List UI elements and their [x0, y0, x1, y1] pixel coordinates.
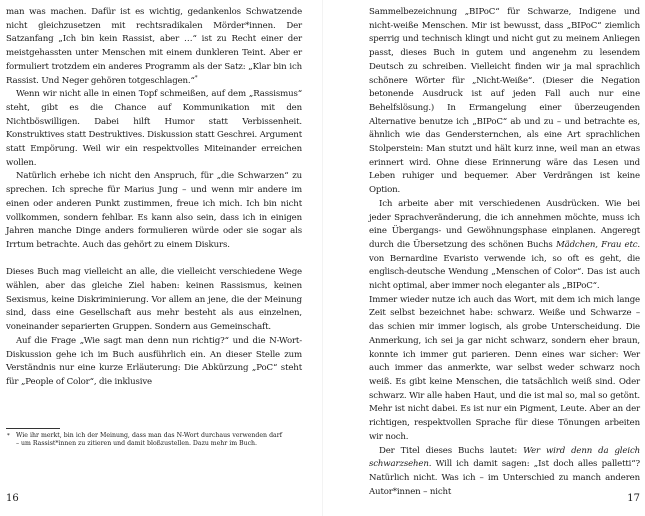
left-page [0, 0, 322, 516]
footnote-rule [6, 428, 60, 429]
footnote-marker: * [7, 433, 10, 439]
right-page [323, 0, 645, 516]
paragraph: Wenn wir nicht alle in einen Topf schmeißen, auf dem „Rassismus“ steht, gibt es die Chance auf Kommunikation mit den Nichtböswilligen. Dabei hilft Humor statt Verbissenheit. Konstruktives statt Destruktives. Diskussion statt Geschrei. Argument statt Empörung. Weil wir ein respektvolles Miteinander erreichen wollen. [6, 89, 302, 168]
paragraph-text: Will ich damit sagen: „Ist doch alles palletti“? Natürlich nicht. Was ich – im Unterschied zu manch anderen Autor*innen – nicht [369, 459, 640, 497]
paragraph-text: man was machen. Dafür ist es wichtig, gedankenlos Schwatzende nicht gleichzusetzen mit rechtsradikalen Mörder*innen. Der Satzanfang „Ich bin kein Rassist, aber …“ ist zu Recht einer der meistgehassten unter Menschen mit einem dunkleren Teint. Aber er formuliert trotzdem ein anderes Programm als der Satz: „Klar bin ich Rassist. Und Neger gehören totgeschlagen.“ [6, 7, 302, 86]
paragraph-text: von Bernardine Evaristo verwende ich, so oft es geht, die englisch-deutsche Wendung „Menschen of Color“. Das ist auch nicht optimal, aber immer noch eleganter als „BIPoC“. [369, 253, 640, 292]
paragraph [369, 198, 640, 294]
footnote-reference: * [194, 74, 198, 81]
paragraph-text: Ich arbeite aber mit verschiedenen Ausdrücken. Wie bei jeder Sprachveränderung, die ich annehmen möchte, muss ich eine Übergangs- und Gewöhnungsphase einplanen. Angeregt durch die Übersetzung des schönen Buchs [369, 198, 640, 250]
paragraph [6, 6, 302, 88]
paragraph [369, 445, 640, 500]
right-text-block [369, 6, 640, 499]
paragraph: Sammelbezeichnung „BIPoC“ für Schwarze, Indigene und nicht-weiße Menschen. Mir ist bewusst, dass „BIPoC“ ziemlich sperrig und technisch klingt und nicht gut zu meinem Anliegen passt, dieses Buch in gutem und angenehm zu lesendem Deutsch zu schreiben. Vielleicht finden wir ja mal sprachlich schönere Wörter für „Nicht-Weiße“. (Dieser die Negation betonende Ausdruck ist auf jeden Fall auch nur eine Behelfslösung.) In Ermangelung einer überzeugenden Alternative benutze ich „BIPoC“ ab und zu – und betrachte es, ähnlich wie das Gendersternchen, als eine Art sprachlichen Stolperstein: Man stutzt und hält kurz inne, weil man an etwas erinnert wird. Ohne diese Erinnerung wäre das Lesen und Leben ruhiger und bequemer. Aber Verdrängen ist keine Option. [369, 7, 640, 196]
paragraph: Natürlich erhebe ich nicht den Anspruch, für „die Schwarzen“ zu sprechen. Ich spreche für Marius Jung – und wenn mir andere im einen oder anderen Punkt zustimmen, freue ich mich. Ich bin nicht vollkommen, sondern fehlbar. Es kann also sein, dass ich in einigen Jahren manche Dinge anders formulieren würde oder sie sogar als Irrtum betrachte. Auch das gehört zu einem Diskurs. [6, 171, 302, 250]
page-number-right: 17 [627, 493, 640, 504]
page-number-left: 16 [6, 493, 19, 504]
book-title: Wer wird denn da gleich schwarzsehen. [369, 445, 640, 470]
paragraph-text: Der Titel dieses Buchs lautet: [379, 445, 524, 456]
book-title: Mädchen, Frau etc. [555, 239, 641, 250]
left-text-block [6, 6, 302, 390]
footnote [6, 432, 282, 448]
paragraph: Immer wieder nutze ich auch das Wort, mit dem ich mich lange Zeit selbst bezeichnet habe: schwarz. Weiße und Schwarze – das schien mir immer logisch, als grobe Unterscheidung. Die Anmerkung, ich sei ja gar nicht schwarz, sondern eher braun, konnte ich immer gut parieren. Denn eines war sicher: Wer auch immer das anmerkte, war selbst weder schwarz noch weiß. Es gibt keine Menschen, die tatsächlich weiß sind. Oder schwarz. Wir alle haben Haut, und die ist mal so, mal so getönt. Mehr ist nicht dabei. Es ist nur ein Pigment, Leute. Aber an der richtigen, respektvollen Sprache für diese Tönungen arbeiten wir noch. [369, 294, 640, 442]
paragraph: Auf die Frage „Wie sagt man denn nun richtig?“ und die N-Wort-Diskussion gehe ich im Buch ausführlich ein. An dieser Stelle zum Verständnis nur eine kurze Erläuterung: Die Abkürzung „PoC“ steht für „People of Color“, die inklusive [6, 335, 302, 387]
paragraph: Dieses Buch mag vielleicht an alle, die vielleicht verschiedene Wege wählen, aber das gleiche Ziel haben: keinen Rassismus, keinen Sexismus, keine Diskriminierung. Vor allem an jene, die der Meinung sind, dass eine Gesellschaft aus mehr besteht als aus einzelnen, voneinander separierten Gruppen. Sondern aus Gemeinschaft. [6, 267, 302, 333]
footnote-text: Wie ihr merkt, bin ich der Meinung, dass man das N-Wort durchaus verwenden darf – um Rassist*innen zu zitieren und damit bloßzustellen. Dazu mehr im Buch. [16, 432, 282, 448]
